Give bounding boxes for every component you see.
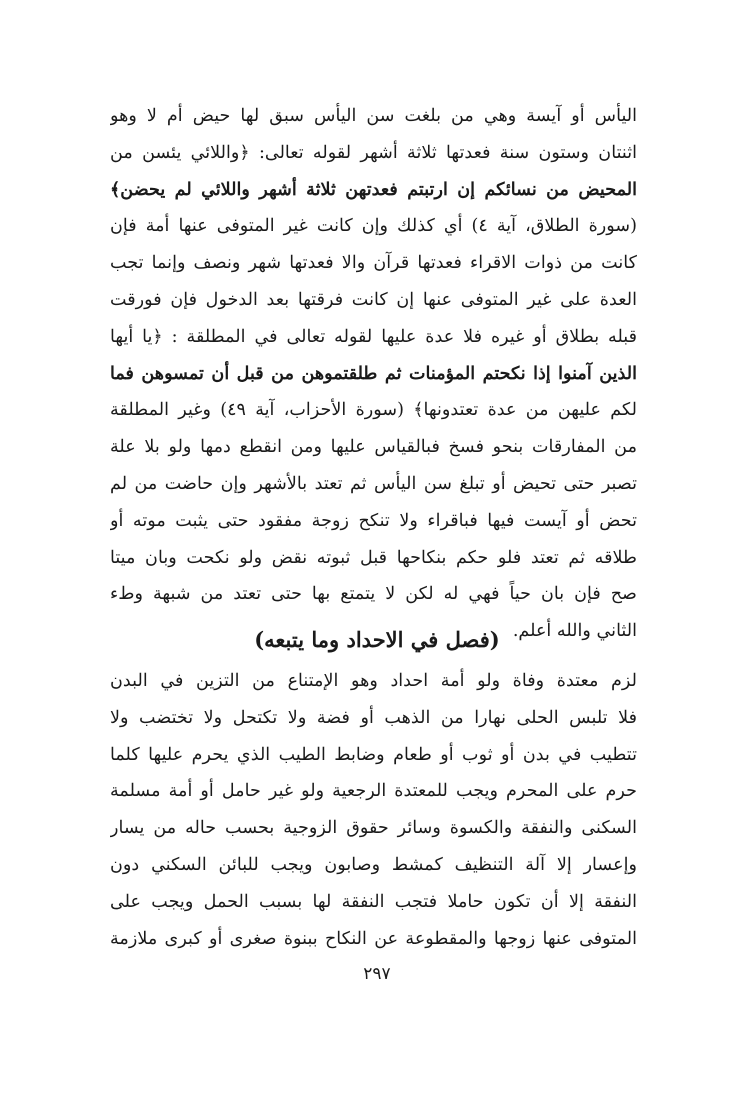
paragraph-iddah (110, 98, 637, 650)
text-line: اثنتان وستون سنة فعدتها ثلاثة أشهر لقوله تعالى: ﴿واللائي يئسن من (110, 142, 637, 163)
page-number: ٢٩٧ (363, 964, 391, 984)
text-line: (سورة الطلاق، آية ٤) أي كذلك وإن كانت غير المتوفى عنها أمة فإن (110, 216, 637, 237)
text-line: وإعسار إلا آلة التنظيف كمشط وصابون ويجب للبائن السكني دون (110, 854, 637, 875)
section-heading: (فصل في الاحداد وما يتبعه) (254, 627, 500, 652)
text-line: لزم معتدة وفاة ولو أمة احداد وهو الإمتناع من التزين في البدن (110, 671, 637, 691)
quran-verse-line: الذين آمنوا إذا نكحتم المؤمنات ثم طلقتموهن من قبل أن تمسوهن فما (110, 362, 637, 384)
text-line: السكنى والنفقة والكسوة وسائر حقوق الزوجية بحسب حاله من يسار (110, 818, 637, 839)
text-line: اليأس أو آيسة وهي من بلغت سن اليأس سبق لها حيض أم لا وهو (110, 106, 637, 126)
text-line: المتوفى عنها زوجها والمقطوعة عن النكاح ببنوة صغرى أو كبرى ملازمة (110, 928, 637, 949)
text-line: العدة على غير المتوفى عنها إن كانت فرقتها بعد الدخول فإن فورقت (110, 289, 637, 310)
text-line: طلاقه ثم تعتد فلو حكم بنكاحها قبل ثبوته نقض ولو نكحت وبان ميتا (110, 547, 637, 568)
text-line: الثاني والله أعلم. (512, 621, 637, 642)
quran-verse-line: المحيض من نسائكم إن ارتبتم فعدتهن ثلاثة أشهر واللائي لم يحضن﴾ (110, 178, 637, 200)
text-line: كانت من ذوات الاقراء فعدتها قرآن والا فعدتها شهر ونصف وإنما تجب (110, 253, 637, 274)
text-line: حرم على المحرم ويجب للمعتدة الرجعية ولو غير حامل أو أمة مسلمة (110, 781, 637, 802)
text-line: النفقة إلا أن تكون حاملا فتجب النفقة لها بسبب الحمل ويجب على (110, 891, 637, 912)
text-line: لكم عليهن من عدة تعتدونها﴾ (سورة الأحزاب، آية ٤٩) وغير المطلقة (110, 400, 637, 421)
text-line: صح فإن بان حياً فهي له لكن لا يتمتع بها حتى تعتد من شبهة وطء (110, 584, 637, 605)
paragraph-ihdad (110, 663, 637, 957)
text-line: قبله بطلاق أو غيره فلا عدة عليها لقوله تعالى في المطلقة : ﴿يا أيها (110, 326, 637, 347)
text-line: فلا تلبس الحلى نهارا من الذهب أو فضة ولا تكتحل ولا تختضب ولا (110, 707, 637, 728)
text-line: من المفارقات بنحو فسخ فبالقياس عليها ومن انقطع دمها ولو بلا علة (110, 437, 637, 458)
text-line: تتطيب في بدن أو ثوب أو طعام وضابط الطيب الذي يحرم عليها كلما (110, 744, 637, 765)
text-line: تصبر حتى تحيض أو تبلغ سن اليأس ثم تعتد بالأشهر وإن حاضت من لم (110, 473, 637, 494)
text-line: تحض أو آيست فيها فباقراء ولا تنكح زوجة مفقود حتى يثبت موته أو (110, 510, 637, 531)
